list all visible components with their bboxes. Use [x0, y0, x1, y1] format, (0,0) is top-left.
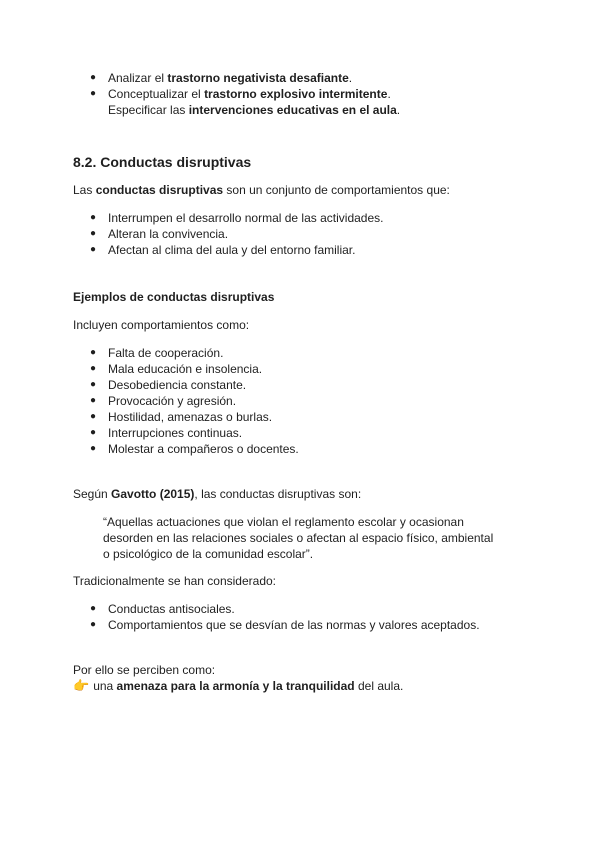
bullet-icon: ●: [90, 603, 97, 614]
quote-line: “Aquellas actuaciones que violan el reglamento escolar y ocasionan: [103, 515, 464, 529]
bullet-icon: ●: [90, 72, 97, 83]
document-page: ● Analizar el trastorno negativista desafiante. ● Conceptualizar el trastorno explosivo intermitente. Especificar las intervenciones educativas en el aula. 8.2. Conductas disruptivas Las conductas disruptivas son un conjunto de comportamientos que: ● Interrumpen el desarrollo normal de las actividades. ● Alteran la convivencia. ● Afectan al clima del aula y del entorno familiar. Ejemplos de conductas disruptivas Incluyen comportamientos como: ● Falta de cooperación. ● Mala educación e insolencia. ● Desobediencia constante. ● Provocación y agresión. ● Hostilidad, amenazas o burlas. ● Interrupciones continuas. ● Molestar a compañeros o docentes. Según Gavotto (2015), las conductas disruptivas son: “Aquellas actuaciones que violan el reglamento escolar y ocasionan desorden en las relaciones sociales o afectan al espacio físico, ambiental o psicológico de la comunidad escolar”. Tradicionalmente se han considerado: ● Conductas antisociales. ● Comportamientos que se desvían de las normas y valores aceptados. Por ello se perciben como: 👉 una amenaza para la armonía y la tranquilidad del aula.: [0, 0, 600, 848]
bullet-icon: ●: [90, 212, 97, 223]
quote-line: desorden en las relaciones sociales o afectan al espacio físico, ambiental: [103, 531, 494, 545]
intro-paragraph: Las conductas disruptivas son un conjunto de comportamientos que:: [73, 183, 450, 197]
bullet-icon: ●: [90, 427, 97, 438]
list-continuation: Especificar las intervenciones educativas en el aula.: [108, 103, 401, 117]
perceived-line: 👉 una amenaza para la armonía y la tranquilidad del aula.: [73, 678, 404, 693]
examples-intro: Incluyen comportamientos como:: [73, 318, 250, 332]
examples-title: Ejemplos de conductas disruptivas: [73, 290, 275, 304]
bullet-icon: ●: [90, 228, 97, 239]
perceived-intro: Por ello se perciben como:: [73, 663, 216, 677]
pointing-hand-icon: 👉: [73, 678, 90, 693]
bullet-icon: ●: [90, 443, 97, 454]
section-title: 8.2. Conductas disruptivas: [73, 154, 252, 170]
citation-paragraph: Según Gavotto (2015), las conductas disruptivas son:: [73, 487, 362, 501]
bullet-icon: ●: [90, 244, 97, 255]
bullet-icon: ●: [90, 88, 97, 99]
bullet-icon: ●: [90, 619, 97, 630]
bullet-icon: ●: [90, 347, 97, 358]
bullet-icon: ●: [90, 411, 97, 422]
quote-line: o psicológico de la comunidad escolar”.: [103, 547, 314, 561]
quote-block: [103, 514, 523, 562]
traditional-intro: Tradicionalmente se han considerado:: [73, 574, 277, 588]
bullet-icon: ●: [90, 363, 97, 374]
bullet-icon: ●: [90, 379, 97, 390]
bullet-icon: ●: [90, 395, 97, 406]
